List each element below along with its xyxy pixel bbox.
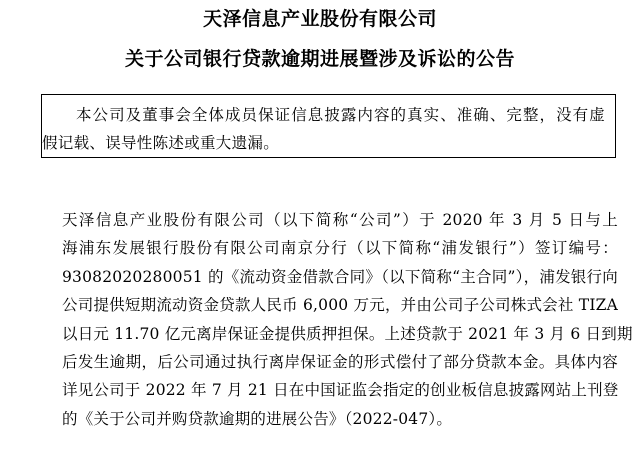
paragraph-line: 公司提供短期流动资金贷款人民币 6,000 万元，并由公司子公司株式会社 TIZA xyxy=(62,296,618,315)
company-title: 天泽信息产业股份有限公司 xyxy=(202,8,437,30)
paragraph-line: 详见公司于 2022 年 7 月 21 日在中国证监会指定的创业板信息披露网站上刊登 xyxy=(62,381,619,400)
paragraph-line: 海浦东发展银行股份有限公司南京分行（以下简称“浦发银行”）签订编号： xyxy=(62,239,618,258)
body-paragraph xyxy=(62,206,633,433)
paragraph-line: 的《关于公司并购贷款逾期的进展公告》（2022-047）。 xyxy=(62,409,453,428)
paragraph-line: 以日元 11.70 亿元离岸保证金提供质押担保。上述贷款于 2021 年 3 月 6 日到期 xyxy=(62,324,633,343)
paragraph-line: 93082020280051 的《流动资金借款合同》（以下简称“主合同”），浦发银行向 xyxy=(62,267,618,286)
disclaimer-line: 本公司及董事会全体成员保证信息披露内容的真实、准确、完整，没有虚 xyxy=(76,106,605,124)
paragraph-line: 后发生逾期，后公司通过执行离岸保证金的形式偿付了部分贷款本金。具体内容 xyxy=(62,352,618,371)
disclaimer-line: 假记载、误导性陈述或重大遗漏。 xyxy=(42,134,280,153)
paragraph-line: 天泽信息产业股份有限公司（以下简称“公司”）于 2020 年 3 月 5 日与上 xyxy=(62,211,618,229)
announcement-title: 关于公司银行贷款逾期进展暨涉及诉讼的公告 xyxy=(124,48,515,70)
disclaimer-box xyxy=(41,94,616,158)
